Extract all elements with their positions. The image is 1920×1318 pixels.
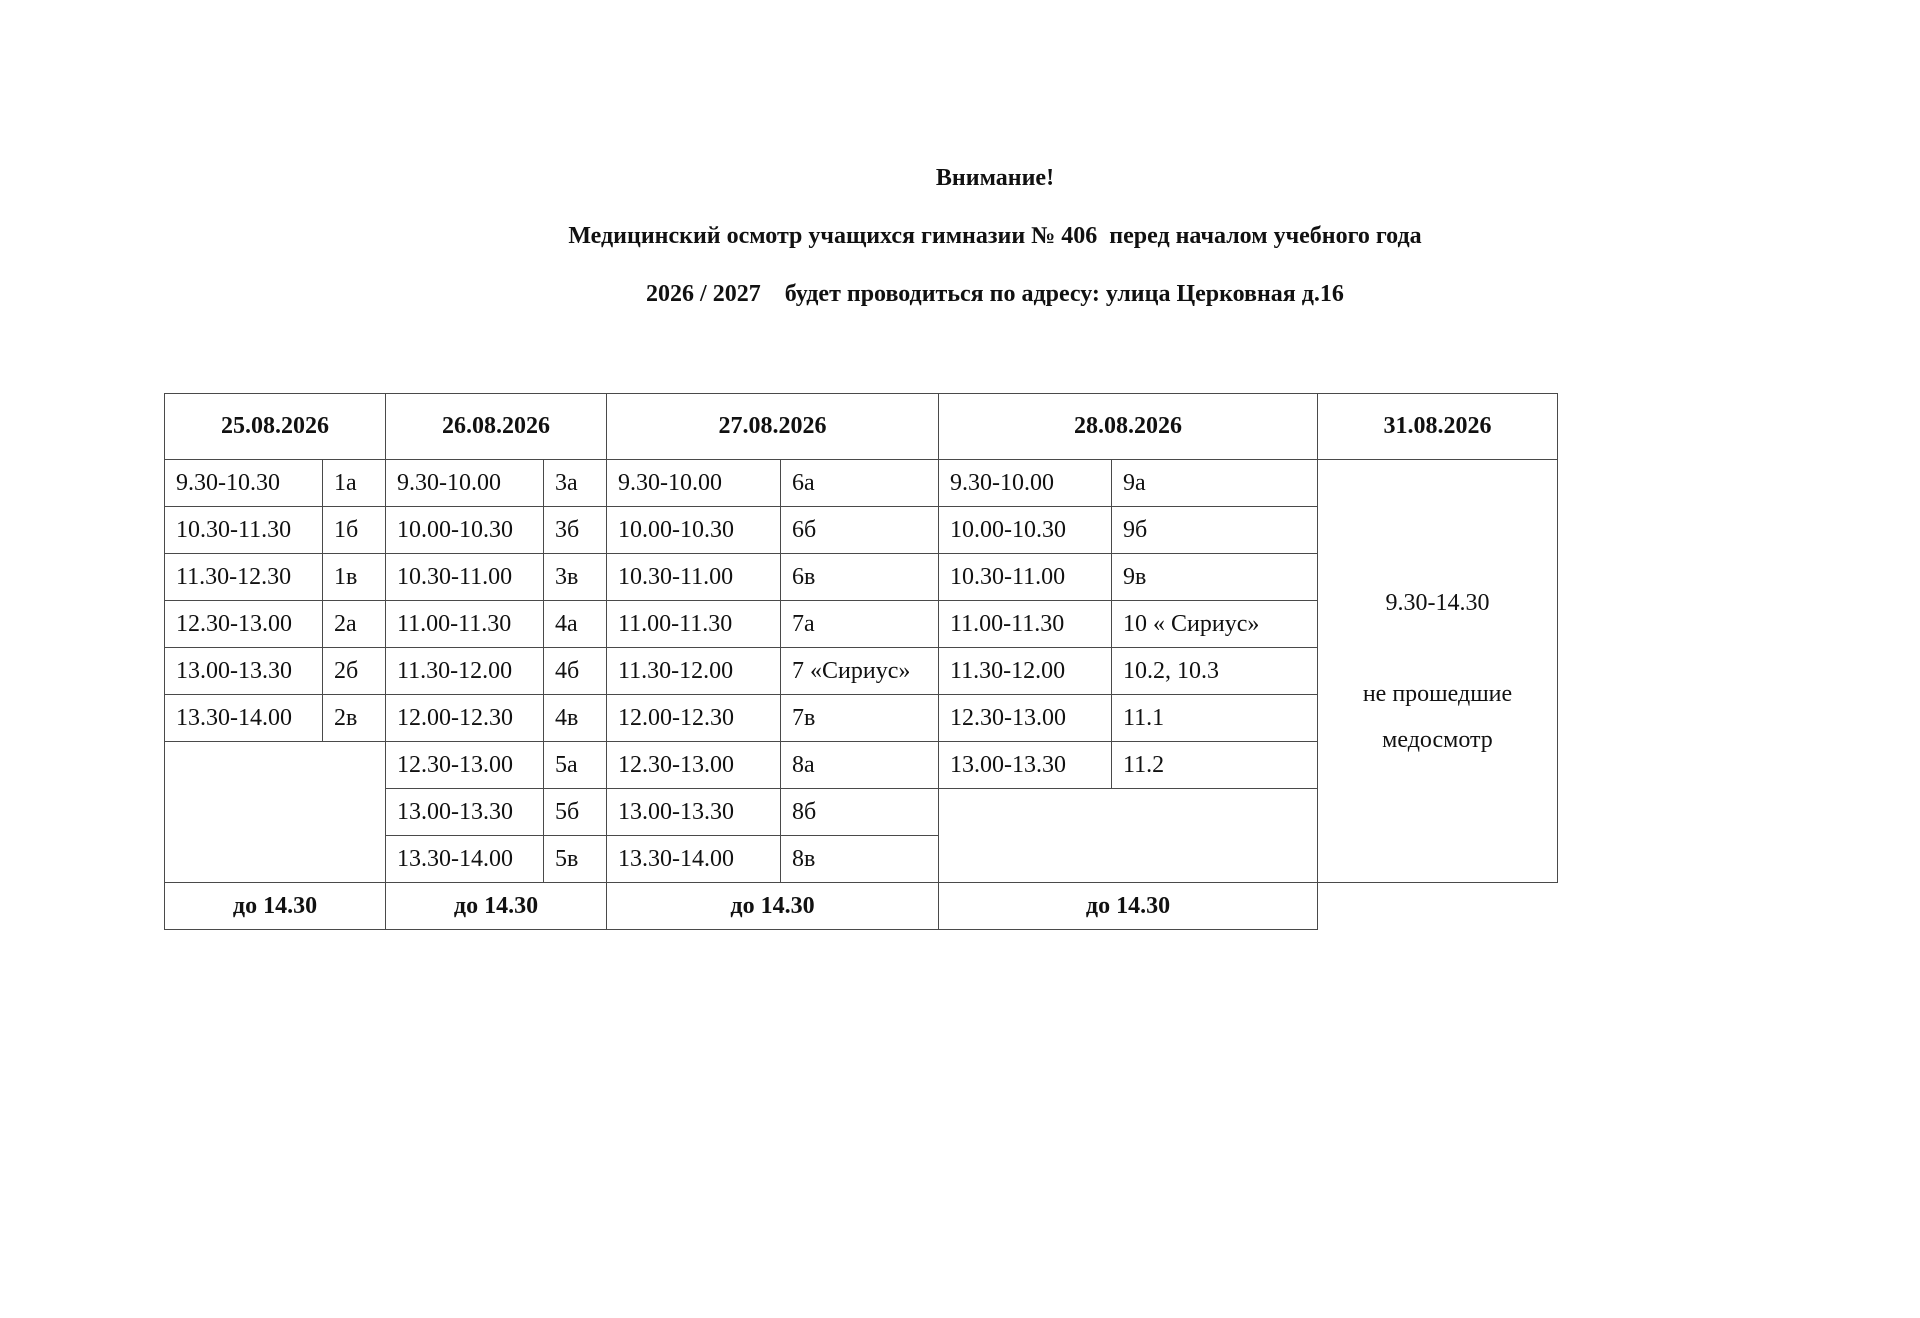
footer-day2: до 14.30 xyxy=(386,883,607,930)
time-cell: 12.30-13.00 xyxy=(939,695,1112,742)
time-cell: 12.00-12.30 xyxy=(386,695,544,742)
footer-day3: до 14.30 xyxy=(607,883,939,930)
class-cell: 1в xyxy=(323,554,386,601)
time-cell: 12.30-13.00 xyxy=(165,601,323,648)
class-cell: 4в xyxy=(544,695,607,742)
time-cell: 13.00-13.30 xyxy=(939,742,1112,789)
class-cell: 6а xyxy=(781,460,939,507)
time-cell: 11.30-12.00 xyxy=(939,648,1112,695)
class-cell: 2б xyxy=(323,648,386,695)
time-cell: 10.30-11.00 xyxy=(607,554,781,601)
empty-cell xyxy=(165,742,386,883)
class-cell: 7 «Сириус» xyxy=(781,648,939,695)
time-cell: 12.30-13.00 xyxy=(386,742,544,789)
time-cell: 12.30-13.00 xyxy=(607,742,781,789)
notice-title: Внимание! xyxy=(935,165,1055,191)
class-cell: 5б xyxy=(544,789,607,836)
class-cell: 1а xyxy=(323,460,386,507)
day5-note-line1: не прошедшие xyxy=(1362,680,1513,707)
time-cell: 13.30-14.00 xyxy=(386,836,544,883)
class-cell: 2в xyxy=(323,695,386,742)
time-cell: 10.30-11.30 xyxy=(165,507,323,554)
footer-row xyxy=(165,883,1558,930)
time-cell: 12.00-12.30 xyxy=(607,695,781,742)
time-cell: 10.00-10.30 xyxy=(607,507,781,554)
class-cell: 6б xyxy=(781,507,939,554)
class-cell: 5а xyxy=(544,742,607,789)
footer-day1: до 14.30 xyxy=(165,883,386,930)
class-cell: 7в xyxy=(781,695,939,742)
class-cell: 11.2 xyxy=(1112,742,1318,789)
table-row xyxy=(165,460,1558,507)
class-cell: 8б xyxy=(781,789,939,836)
date-header-day5: 31.08.2026 xyxy=(1318,394,1558,460)
date-header-row xyxy=(165,394,1558,460)
class-cell: 2а xyxy=(323,601,386,648)
class-cell: 3а xyxy=(544,460,607,507)
class-cell: 7а xyxy=(781,601,939,648)
day5-time: 9.30-14.30 xyxy=(1385,589,1490,616)
class-cell: 9а xyxy=(1112,460,1318,507)
class-cell: 3в xyxy=(544,554,607,601)
time-cell: 11.00-11.30 xyxy=(939,601,1112,648)
time-cell: 9.30-10.00 xyxy=(607,460,781,507)
time-cell: 11.30-12.00 xyxy=(386,648,544,695)
time-cell: 9.30-10.00 xyxy=(939,460,1112,507)
time-cell: 11.00-11.30 xyxy=(607,601,781,648)
time-cell: 11.30-12.00 xyxy=(607,648,781,695)
time-cell: 11.30-12.30 xyxy=(165,554,323,601)
class-cell: 1б xyxy=(323,507,386,554)
class-cell: 5в xyxy=(544,836,607,883)
time-cell: 13.00-13.30 xyxy=(165,648,323,695)
class-cell: 10 « Сириус» xyxy=(1112,601,1318,648)
exam-schedule-table xyxy=(164,393,1558,930)
notice-subtitle: Медицинский осмотр учащихся гимназии № 406 перед началом учебного года xyxy=(568,223,1422,249)
date-header-day4: 28.08.2026 xyxy=(939,394,1318,460)
time-cell: 9.30-10.00 xyxy=(386,460,544,507)
day5-cell xyxy=(1318,460,1558,883)
time-cell: 13.00-13.30 xyxy=(607,789,781,836)
time-cell: 10.00-10.30 xyxy=(386,507,544,554)
notice-address: 2026 / 2027 будет проводиться по адресу: улица Церковная д.16 xyxy=(646,281,1344,307)
time-cell: 10.30-11.00 xyxy=(939,554,1112,601)
class-cell: 10.2, 10.3 xyxy=(1112,648,1318,695)
class-cell: 9б xyxy=(1112,507,1318,554)
time-cell: 13.30-14.00 xyxy=(165,695,323,742)
class-cell: 8а xyxy=(781,742,939,789)
time-cell: 11.00-11.30 xyxy=(386,601,544,648)
class-cell: 11.1 xyxy=(1112,695,1318,742)
class-cell: 4а xyxy=(544,601,607,648)
date-header-day2: 26.08.2026 xyxy=(386,394,607,460)
time-cell: 13.30-14.00 xyxy=(607,836,781,883)
footer-day4: до 14.30 xyxy=(939,883,1318,930)
empty-cell xyxy=(939,789,1318,883)
day5-note-line2: медосмотр xyxy=(1382,726,1493,753)
class-cell: 6в xyxy=(781,554,939,601)
class-cell: 3б xyxy=(544,507,607,554)
class-cell: 4б xyxy=(544,648,607,695)
time-cell: 13.00-13.30 xyxy=(386,789,544,836)
class-cell: 9в xyxy=(1112,554,1318,601)
date-header-day3: 27.08.2026 xyxy=(607,394,939,460)
date-header-day1: 25.08.2026 xyxy=(165,394,386,460)
time-cell: 9.30-10.30 xyxy=(165,460,323,507)
time-cell: 10.00-10.30 xyxy=(939,507,1112,554)
class-cell: 8в xyxy=(781,836,939,883)
time-cell: 10.30-11.00 xyxy=(386,554,544,601)
